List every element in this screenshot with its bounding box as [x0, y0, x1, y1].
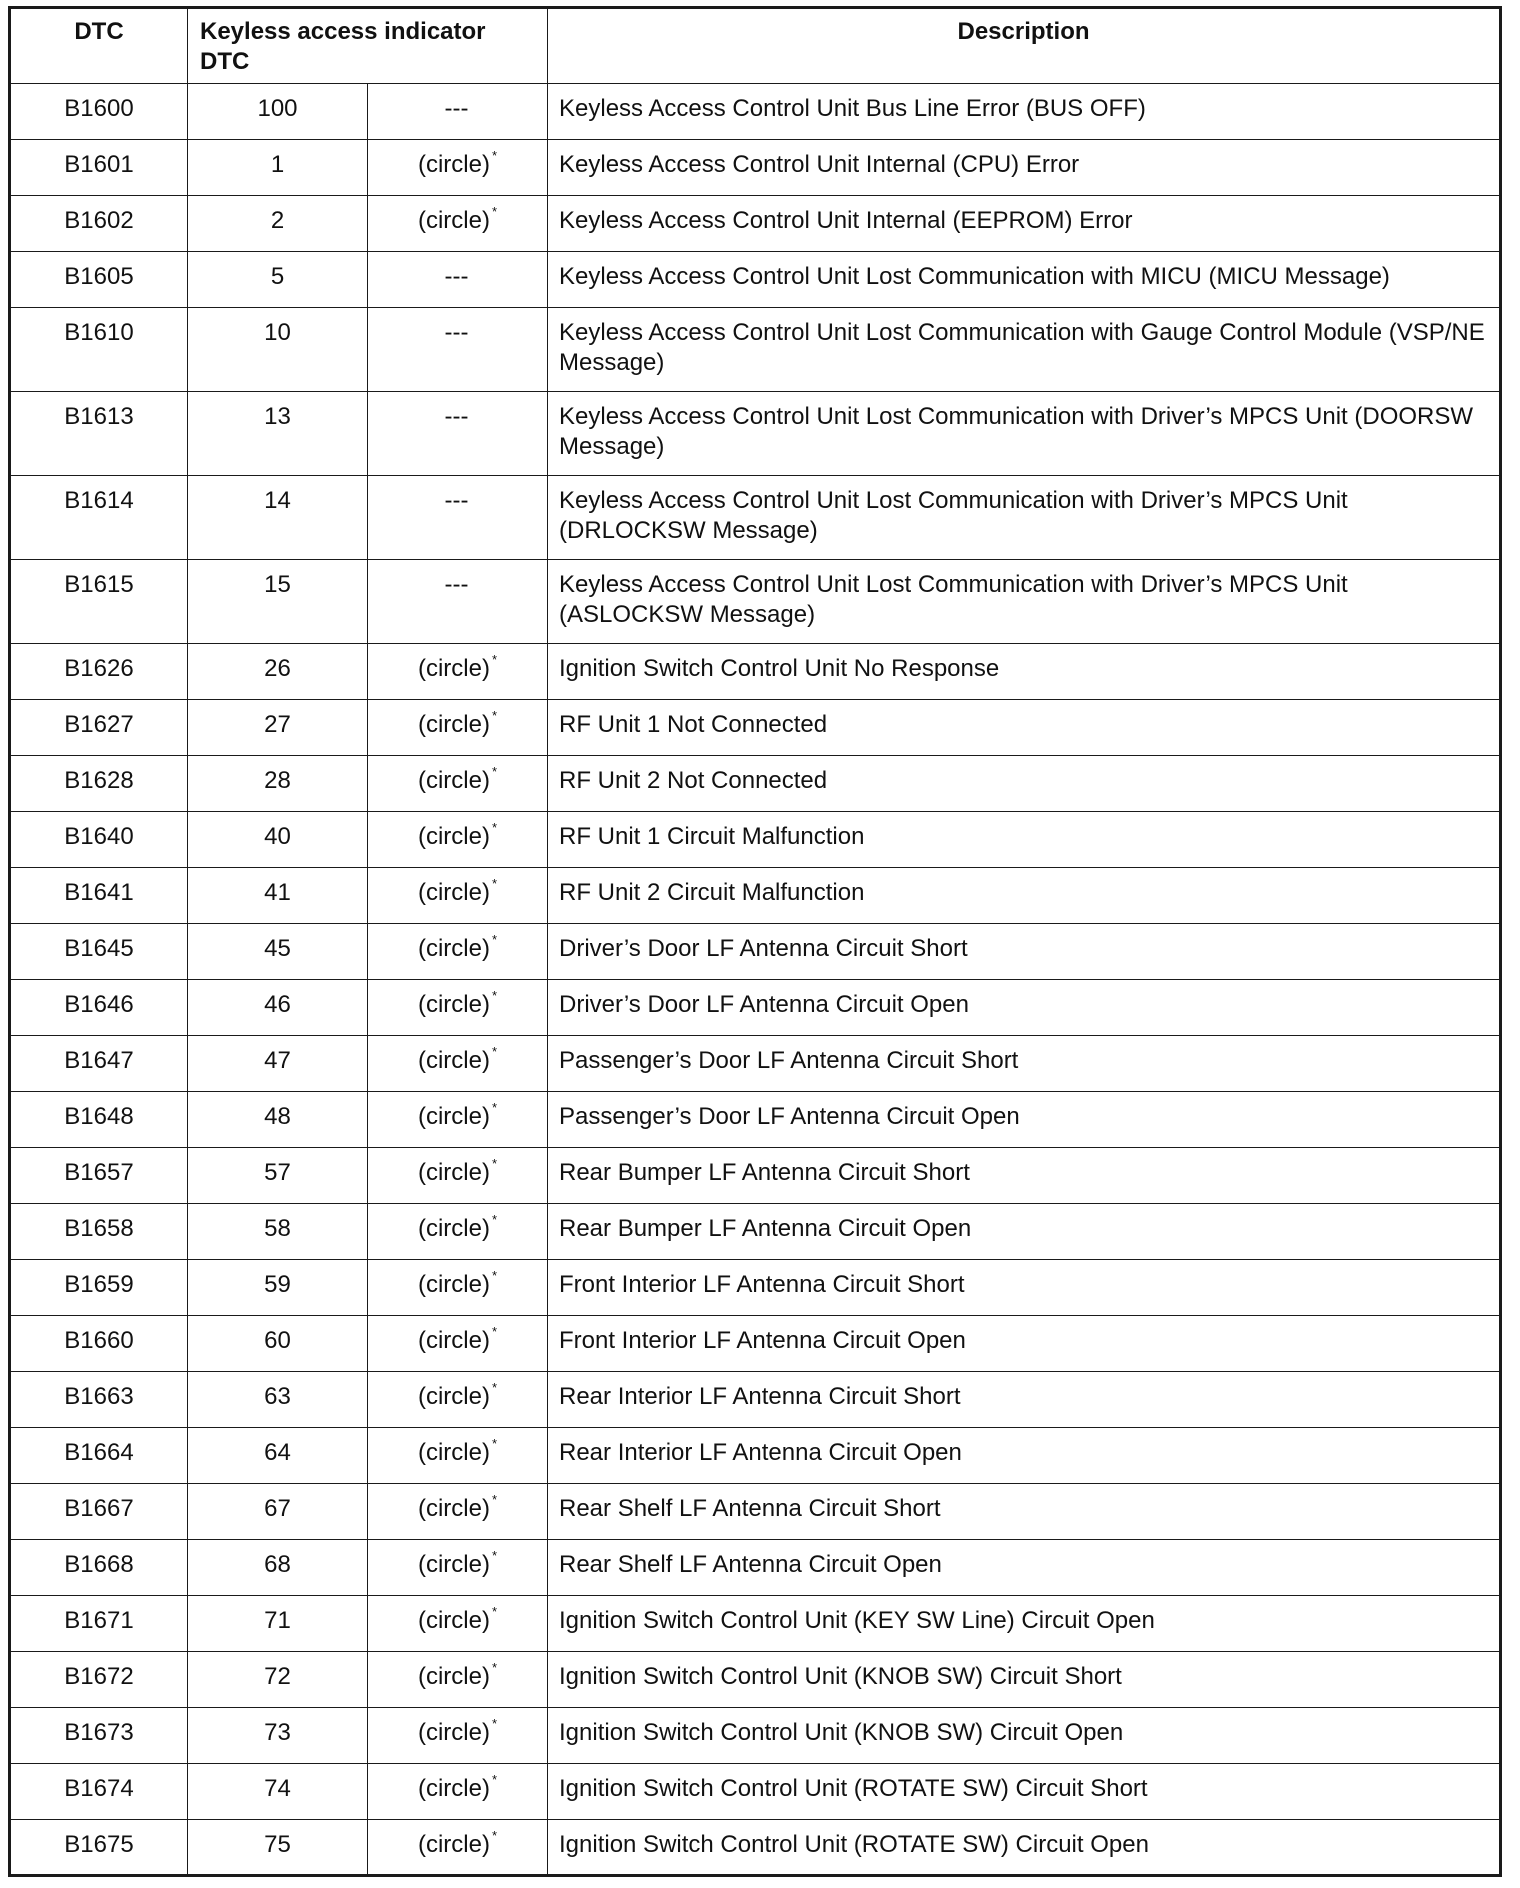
footnote-asterisk: *	[491, 876, 498, 891]
indicator-text: ---	[444, 571, 469, 598]
indicator-number-cell: 59	[188, 1260, 368, 1316]
footnote-asterisk: *	[491, 820, 498, 835]
indicator-number-cell: 100	[188, 84, 368, 140]
description-cell: Ignition Switch Control Unit (KEY SW Line) Circuit Open	[548, 1596, 1501, 1652]
description-cell: Keyless Access Control Unit Internal (EEPROM) Error	[548, 196, 1501, 252]
indicator-text: (circle)	[417, 1439, 490, 1466]
table-row	[10, 252, 1501, 308]
footnote-asterisk: *	[491, 708, 498, 723]
indicator-number-cell: 45	[188, 924, 368, 980]
footnote-asterisk: *	[491, 1660, 498, 1675]
indicator-text: (circle)	[417, 151, 490, 178]
indicator-cell	[368, 980, 548, 1036]
table-row	[10, 1260, 1501, 1316]
table-header-row	[10, 8, 1501, 84]
indicator-text: ---	[444, 487, 469, 514]
dtc-code-cell: B1663	[10, 1372, 188, 1428]
indicator-text: (circle)	[417, 655, 490, 682]
indicator-text: (circle)	[417, 1495, 490, 1522]
table-row	[10, 308, 1501, 392]
description-cell: Keyless Access Control Unit Bus Line Error (BUS OFF)	[548, 84, 1501, 140]
footnote-asterisk: *	[491, 1716, 498, 1731]
indicator-cell	[368, 560, 548, 644]
dtc-code-cell: B1673	[10, 1708, 188, 1764]
indicator-number-cell: 67	[188, 1484, 368, 1540]
description-cell: Rear Shelf LF Antenna Circuit Short	[548, 1484, 1501, 1540]
table-row	[10, 1204, 1501, 1260]
indicator-text: (circle)	[417, 1103, 490, 1130]
footnote-asterisk: *	[491, 652, 498, 667]
indicator-number-cell: 10	[188, 308, 368, 392]
description-cell: Front Interior LF Antenna Circuit Short	[548, 1260, 1501, 1316]
indicator-text: (circle)	[417, 1159, 490, 1186]
footnote-asterisk: *	[491, 1604, 498, 1619]
dtc-code-cell: B1626	[10, 644, 188, 700]
indicator-text: (circle)	[417, 1831, 490, 1858]
indicator-text: (circle)	[417, 1663, 490, 1690]
footnote-asterisk: *	[491, 1044, 498, 1059]
footnote-asterisk: *	[491, 1212, 498, 1227]
table-body	[10, 84, 1501, 1876]
description-cell: Driver’s Door LF Antenna Circuit Open	[548, 980, 1501, 1036]
indicator-cell	[368, 252, 548, 308]
table-row	[10, 1764, 1501, 1820]
indicator-cell	[368, 1148, 548, 1204]
dtc-code-cell: B1658	[10, 1204, 188, 1260]
footnote-asterisk: *	[491, 1324, 498, 1339]
table-row	[10, 1316, 1501, 1372]
footnote-asterisk: *	[491, 1492, 498, 1507]
dtc-code-cell: B1668	[10, 1540, 188, 1596]
description-cell: Keyless Access Control Unit Lost Communication with Driver’s MPCS Unit (DRLOCKSW Message)	[548, 476, 1501, 560]
description-cell: Keyless Access Control Unit Lost Communication with MICU (MICU Message)	[548, 252, 1501, 308]
dtc-code-cell: B1640	[10, 812, 188, 868]
indicator-cell	[368, 756, 548, 812]
indicator-text: (circle)	[417, 879, 490, 906]
table-row	[10, 476, 1501, 560]
indicator-number-cell: 48	[188, 1092, 368, 1148]
footnote-asterisk: *	[491, 1156, 498, 1171]
indicator-number-cell: 58	[188, 1204, 368, 1260]
footnote-asterisk: *	[491, 932, 498, 947]
table-row	[10, 1652, 1501, 1708]
description-cell: Keyless Access Control Unit Lost Communication with Driver’s MPCS Unit (ASLOCKSW Message)	[548, 560, 1501, 644]
description-cell: Keyless Access Control Unit Internal (CPU) Error	[548, 140, 1501, 196]
dtc-code-cell: B1605	[10, 252, 188, 308]
footnote-asterisk: *	[491, 1772, 498, 1787]
description-cell: RF Unit 2 Circuit Malfunction	[548, 868, 1501, 924]
dtc-code-cell: B1664	[10, 1428, 188, 1484]
indicator-cell	[368, 812, 548, 868]
table-row	[10, 196, 1501, 252]
indicator-cell	[368, 1316, 548, 1372]
indicator-text: (circle)	[417, 823, 490, 850]
table-row	[10, 140, 1501, 196]
indicator-cell	[368, 1484, 548, 1540]
indicator-number-cell: 15	[188, 560, 368, 644]
table-row	[10, 700, 1501, 756]
table-row	[10, 1036, 1501, 1092]
indicator-number-cell: 73	[188, 1708, 368, 1764]
indicator-text: ---	[444, 263, 469, 290]
indicator-text: ---	[444, 319, 469, 346]
table-row	[10, 924, 1501, 980]
footnote-asterisk: *	[491, 988, 498, 1003]
indicator-text: (circle)	[417, 767, 490, 794]
description-cell: Ignition Switch Control Unit (KNOB SW) Circuit Short	[548, 1652, 1501, 1708]
table-row	[10, 1708, 1501, 1764]
dtc-code-cell: B1675	[10, 1820, 188, 1876]
dtc-code-cell: B1659	[10, 1260, 188, 1316]
indicator-cell	[368, 644, 548, 700]
table-row	[10, 1428, 1501, 1484]
dtc-table	[8, 6, 1502, 1877]
indicator-number-cell: 40	[188, 812, 368, 868]
indicator-number-cell: 13	[188, 392, 368, 476]
footnote-asterisk: *	[491, 1100, 498, 1115]
indicator-cell	[368, 1652, 548, 1708]
dtc-code-cell: B1641	[10, 868, 188, 924]
indicator-text: (circle)	[417, 1215, 490, 1242]
dtc-code-cell: B1614	[10, 476, 188, 560]
dtc-code-cell: B1613	[10, 392, 188, 476]
footnote-asterisk: *	[491, 148, 498, 163]
indicator-text: (circle)	[417, 1607, 490, 1634]
description-cell: Front Interior LF Antenna Circuit Open	[548, 1316, 1501, 1372]
description-cell: Rear Bumper LF Antenna Circuit Open	[548, 1204, 1501, 1260]
indicator-cell	[368, 1820, 548, 1876]
description-cell: Keyless Access Control Unit Lost Communication with Driver’s MPCS Unit (DOORSW Message)	[548, 392, 1501, 476]
indicator-number-cell: 60	[188, 1316, 368, 1372]
indicator-text: (circle)	[417, 207, 490, 234]
dtc-code-cell: B1645	[10, 924, 188, 980]
description-cell: Keyless Access Control Unit Lost Communication with Gauge Control Module (VSP/NE Message)	[548, 308, 1501, 392]
indicator-text: ---	[444, 403, 469, 430]
dtc-code-cell: B1628	[10, 756, 188, 812]
description-cell: Driver’s Door LF Antenna Circuit Short	[548, 924, 1501, 980]
dtc-code-cell: B1601	[10, 140, 188, 196]
table-row	[10, 84, 1501, 140]
description-cell: Ignition Switch Control Unit (ROTATE SW) Circuit Short	[548, 1764, 1501, 1820]
dtc-code-cell: B1667	[10, 1484, 188, 1540]
indicator-number-cell: 68	[188, 1540, 368, 1596]
description-cell: RF Unit 2 Not Connected	[548, 756, 1501, 812]
description-cell: Rear Interior LF Antenna Circuit Short	[548, 1372, 1501, 1428]
description-cell: Ignition Switch Control Unit (ROTATE SW) Circuit Open	[548, 1820, 1501, 1876]
dtc-code-cell: B1674	[10, 1764, 188, 1820]
table-row	[10, 756, 1501, 812]
indicator-cell	[368, 1036, 548, 1092]
description-cell: Rear Interior LF Antenna Circuit Open	[548, 1428, 1501, 1484]
table-row	[10, 1596, 1501, 1652]
indicator-cell	[368, 392, 548, 476]
indicator-text: (circle)	[417, 1719, 490, 1746]
indicator-cell	[368, 1260, 548, 1316]
dtc-code-cell: B1615	[10, 560, 188, 644]
indicator-number-cell: 64	[188, 1428, 368, 1484]
indicator-text: (circle)	[417, 1383, 490, 1410]
indicator-number-cell: 46	[188, 980, 368, 1036]
footnote-asterisk: *	[491, 1436, 498, 1451]
indicator-number-cell: 71	[188, 1596, 368, 1652]
indicator-text: (circle)	[417, 1551, 490, 1578]
indicator-cell	[368, 140, 548, 196]
dtc-code-cell: B1660	[10, 1316, 188, 1372]
description-cell: RF Unit 1 Not Connected	[548, 700, 1501, 756]
indicator-cell	[368, 1204, 548, 1260]
indicator-text: (circle)	[417, 935, 490, 962]
indicator-cell	[368, 924, 548, 980]
indicator-number-cell: 41	[188, 868, 368, 924]
dtc-code-cell: B1657	[10, 1148, 188, 1204]
indicator-cell	[368, 308, 548, 392]
indicator-number-cell: 2	[188, 196, 368, 252]
indicator-number-cell: 26	[188, 644, 368, 700]
indicator-text: (circle)	[417, 711, 490, 738]
dtc-code-cell: B1627	[10, 700, 188, 756]
footnote-asterisk: *	[491, 1548, 498, 1563]
indicator-cell	[368, 1708, 548, 1764]
dtc-code-cell: B1672	[10, 1652, 188, 1708]
indicator-cell	[368, 1428, 548, 1484]
dtc-code-cell: B1602	[10, 196, 188, 252]
footnote-asterisk: *	[491, 204, 498, 219]
indicator-cell	[368, 196, 548, 252]
indicator-cell	[368, 1764, 548, 1820]
table-row	[10, 812, 1501, 868]
indicator-cell	[368, 700, 548, 756]
indicator-text: (circle)	[417, 991, 490, 1018]
indicator-cell	[368, 84, 548, 140]
footnote-asterisk: *	[491, 1828, 498, 1843]
indicator-text: (circle)	[417, 1271, 490, 1298]
indicator-number-cell: 27	[188, 700, 368, 756]
description-cell: Rear Shelf LF Antenna Circuit Open	[548, 1540, 1501, 1596]
dtc-code-cell: B1647	[10, 1036, 188, 1092]
description-cell: Ignition Switch Control Unit (KNOB SW) Circuit Open	[548, 1708, 1501, 1764]
dtc-code-cell: B1671	[10, 1596, 188, 1652]
description-cell: Passenger’s Door LF Antenna Circuit Short	[548, 1036, 1501, 1092]
indicator-number-cell: 1	[188, 140, 368, 196]
indicator-number-cell: 57	[188, 1148, 368, 1204]
table-row	[10, 1484, 1501, 1540]
header-dtc: DTC	[10, 8, 188, 84]
header-keyless-indicator: Keyless access indicator DTC	[188, 8, 548, 84]
indicator-number-cell: 74	[188, 1764, 368, 1820]
indicator-text: (circle)	[417, 1047, 490, 1074]
table-row	[10, 392, 1501, 476]
indicator-cell	[368, 476, 548, 560]
dtc-code-cell: B1646	[10, 980, 188, 1036]
indicator-number-cell: 63	[188, 1372, 368, 1428]
footnote-asterisk: *	[491, 1268, 498, 1283]
footnote-asterisk: *	[491, 1380, 498, 1395]
description-cell: Passenger’s Door LF Antenna Circuit Open	[548, 1092, 1501, 1148]
indicator-text: (circle)	[417, 1327, 490, 1354]
indicator-cell	[368, 1092, 548, 1148]
dtc-code-cell: B1610	[10, 308, 188, 392]
indicator-cell	[368, 1596, 548, 1652]
indicator-text: ---	[444, 95, 469, 122]
indicator-number-cell: 75	[188, 1820, 368, 1876]
description-cell: Ignition Switch Control Unit No Response	[548, 644, 1501, 700]
table-row	[10, 644, 1501, 700]
description-cell: Rear Bumper LF Antenna Circuit Short	[548, 1148, 1501, 1204]
indicator-number-cell: 72	[188, 1652, 368, 1708]
table-row	[10, 980, 1501, 1036]
indicator-number-cell: 5	[188, 252, 368, 308]
indicator-cell	[368, 868, 548, 924]
indicator-cell	[368, 1372, 548, 1428]
description-cell: RF Unit 1 Circuit Malfunction	[548, 812, 1501, 868]
table-row	[10, 1372, 1501, 1428]
table-row	[10, 868, 1501, 924]
table-row	[10, 1148, 1501, 1204]
table-row	[10, 560, 1501, 644]
table-row	[10, 1092, 1501, 1148]
indicator-number-cell: 47	[188, 1036, 368, 1092]
footnote-asterisk: *	[491, 764, 498, 779]
dtc-code-cell: B1600	[10, 84, 188, 140]
header-description: Description	[548, 8, 1501, 84]
dtc-code-cell: B1648	[10, 1092, 188, 1148]
indicator-cell	[368, 1540, 548, 1596]
table-row	[10, 1540, 1501, 1596]
indicator-number-cell: 14	[188, 476, 368, 560]
indicator-number-cell: 28	[188, 756, 368, 812]
table-row	[10, 1820, 1501, 1876]
indicator-text: (circle)	[417, 1775, 490, 1802]
